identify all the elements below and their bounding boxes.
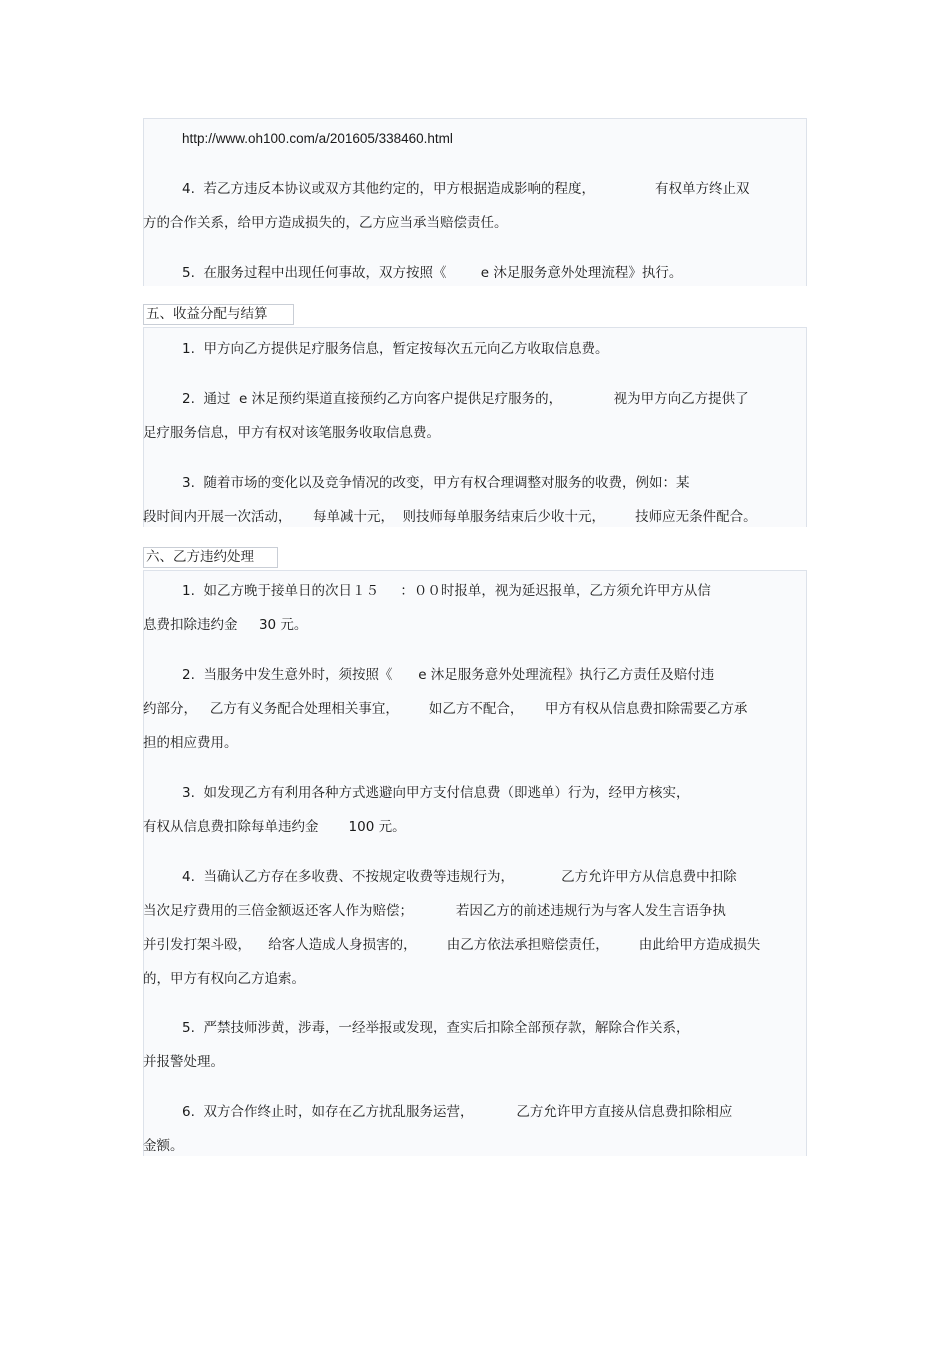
section-6-heading: 六、乙方违约处理 bbox=[143, 547, 278, 568]
content-panel-section6 bbox=[143, 570, 807, 1156]
clause-5-3-line1: 3. 随着市场的变化以及竞争情况的改变，甲方有权合理调整对服务的收费，例如：某 bbox=[182, 475, 690, 491]
clause-6-2-line3: 担的相应费用。 bbox=[143, 735, 238, 751]
clause-6-6-line1: 6. 双方合作终止时，如存在乙方扰乱服务运营， 乙方允许甲方直接从信息费扣除相应 bbox=[182, 1104, 733, 1120]
clause-5-1-line1: 1. 甲方向乙方提供足疗服务信息，暂定按每次五元向乙方收取信息费。 bbox=[182, 341, 609, 357]
clause-6-3-line2: 有权从信息费扣除每单违约金 100 元。 bbox=[143, 819, 406, 835]
clause-6-4-line2: 当次足疗费用的三倍金额返还客人作为赔偿； 若因乙方的前述违规行为与客人发生言语争执 bbox=[143, 903, 726, 919]
clause-6-4-line1: 4. 当确认乙方存在多收费、不按规定收费等违规行为， 乙方允许甲方从信息费中扣除 bbox=[182, 869, 737, 885]
clause-6-1-line1: 1. 如乙方晚于接单日的次日１５ ：００时报单，视为延迟报单，乙方须允许甲方从信 bbox=[182, 583, 711, 599]
clause-4-4-line2: 方的合作关系，给甲方造成损失的，乙方应当承当赔偿责任。 bbox=[143, 215, 508, 231]
clause-5-2-line2: 足疗服务信息，甲方有权对该笔服务收取信息费。 bbox=[143, 425, 440, 441]
clause-6-1-line2: 息费扣除违约金 30 元。 bbox=[143, 617, 308, 633]
source-url[interactable]: http://www.oh100.com/a/201605/338460.html bbox=[182, 131, 453, 146]
clause-6-6-line2: 金额。 bbox=[143, 1138, 184, 1154]
clause-6-2-line1: 2. 当服务中发生意外时，须按照《 e 沐足服务意外处理流程》执行乙方责任及赔付违 bbox=[182, 667, 715, 683]
clause-6-4-line4: 的，甲方有权向乙方追索。 bbox=[143, 971, 305, 987]
clause-6-5-line2: 并报警处理。 bbox=[143, 1054, 224, 1070]
clause-4-4-line1: 4. 若乙方违反本协议或双方其他约定的，甲方根据造成影响的程度， 有权单方终止双 bbox=[182, 181, 750, 197]
clause-6-2-line2: 约部分， 乙方有义务配合处理相关事宜， 如乙方不配合， 甲方有权从信息费扣除需要乙方承 bbox=[143, 701, 748, 717]
clause-5-2-line1: 2. 通过 e 沐足预约渠道直接预约乙方向客户提供足疗服务的， 视为甲方向乙方提供了 bbox=[182, 391, 749, 407]
clause-6-3-line1: 3. 如发现乙方有利用各种方式逃避向甲方支付信息费（即逃单）行为，经甲方核实， bbox=[182, 785, 690, 801]
section-5-heading: 五、收益分配与结算 bbox=[143, 304, 294, 325]
clause-6-4-line3: 并引发打架斗殴， 给客人造成人身损害的， 由乙方依法承担赔偿责任， 由此给甲方造成损失 bbox=[143, 937, 761, 953]
clause-6-5-line1: 5. 严禁技师涉黄，涉毒，一经举报或发现，查实后扣除全部预存款，解除合作关系， bbox=[182, 1020, 690, 1036]
clause-5-3-line2: 段时间内开展一次活动， 每单减十元， 则技师每单服务结束后少收十元， 技师应无条件配合。 bbox=[143, 509, 757, 525]
clause-4-5-line1: 5. 在服务过程中出现任何事故，双方按照《 e 沐足服务意外处理流程》执行。 bbox=[182, 265, 683, 281]
